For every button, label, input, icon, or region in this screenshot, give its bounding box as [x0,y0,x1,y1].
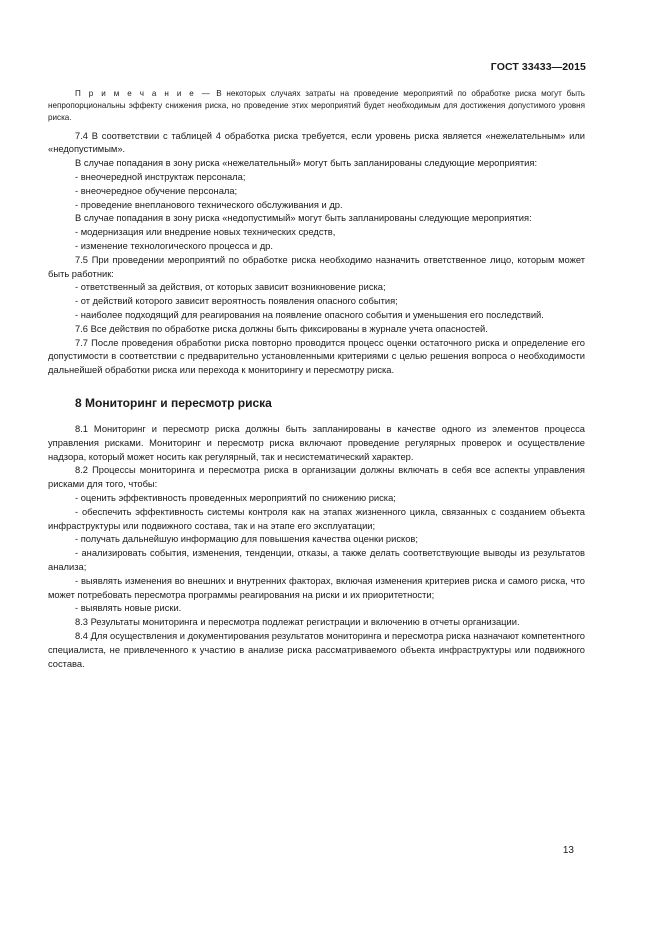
list-item: - проведение внепланового технического обслуживания и др. [75,199,343,210]
standard-header: ГОСТ 33433—2015 [490,61,586,73]
list-item: - выявлять изменения во внешних и внутренних факторах, включая изменения критериев риска и самого риска, что может потребовать пересмотра программы реагирования на риски и их приоритетности; [48,575,585,600]
page-body [48,88,585,671]
list-item: - от действий которого зависит вероятность появления опасного события; [75,296,398,307]
clause-8-1: 8.1 Мониторинг и пересмотр риска должны быть запланированы в качестве одного из элементов процесса управления рисками. Мониторинг и пересмотр риска включают проведение регулярных проверок и осуществление надзора, который может носить как регулярный, так и несистематический характер. [48,423,585,462]
note-text: В некоторых случаях затраты на проведение мероприятий по обработке риска могут быть непропорциональны эффекту снижения риска, но проведение этих мероприятий будет необходимым для достижения допустимого уровня риска. [48,89,585,123]
clause-8-3: 8.3 Результаты мониторинга и пересмотра подлежат регистрации и включению в отчеты организации. [75,617,520,628]
clause-7-7: 7.7 После проведения обработки риска повторно проводится процесс оценки остаточного риска и определение его допустимости в соответствии с предварительно установленными критериями с целью решения вопроса о необходимости дальнейшей обработки риска или перехода к мониторингу и пересмотру риска. [48,337,585,376]
clause-7-4: 7.4 В соответствии с таблицей 4 обработка риска требуется, если уровень риска является «нежелательным» или «недопустимым». [48,130,585,155]
list-item: - получать дальнейшую информацию для повышения качества оценки рисков; [75,534,418,545]
clause-7-6: 7.6 Все действия по обработке риска должны быть фиксированы в журнале учета опасностей. [75,323,488,334]
page-number: 13 [562,845,574,856]
list-item: - наиболее подходящий для реагирования на появление опасного события и уменьшения его последствий. [75,309,544,320]
list-item: - модернизация или внедрение новых технических средств, [75,227,336,238]
list-item: - обеспечить эффективность системы контроля как на этапах жизненного цикла, связанных с созданием объекта инфраструктуры или подвижного состава, так и на этапе его эксплуатации; [48,506,585,531]
clause-7-5: 7.5 При проведении мероприятий по обработке риска необходимо назначить ответственное лицо, которым может быть работник: [48,254,585,279]
unacceptable-intro: В случае попадания в зону риска «недопустимый» могут быть запланированы следующие мероприятия: [75,213,532,224]
section-8-heading: 8 Мониторинг и пересмотр риска [75,395,272,410]
list-item: - оценить эффективность проведенных мероприятий по снижению риска; [75,492,396,503]
clause-8-2: 8.2 Процессы мониторинга и пересмотра риска в организации должны включать в себя все аспекты управления рисками для того, чтобы: [48,465,585,490]
list-item: - ответственный за действия, от которых зависит возникновение риска; [75,282,386,293]
list-item: - выявлять новые риски. [75,603,182,614]
list-item: - анализировать события, изменения, тенденции, отказы, а также делать соответствующие выводы из результатов анализа; [48,548,585,572]
list-item: - изменение технологического процесса и др. [75,240,273,251]
note-paragraph [48,88,585,125]
list-item: - внеочередное обучение персонала; [75,185,238,196]
clause-8-4: 8.4 Для осуществления и документирования результатов мониторинга и пересмотра риска назначают компетентного специалиста, не привлеченного к участию в анализе риска рассматриваемого объекта инфраструктуры или подвижного состава. [48,630,585,669]
note-label: П р и м е ч а н и е — [75,89,212,98]
list-item: - внеочередной инструктаж персонала; [75,172,246,182]
undesirable-intro: В случае попадания в зону риска «нежелательный» могут быть запланированы следующие мероприятия: [75,158,538,169]
